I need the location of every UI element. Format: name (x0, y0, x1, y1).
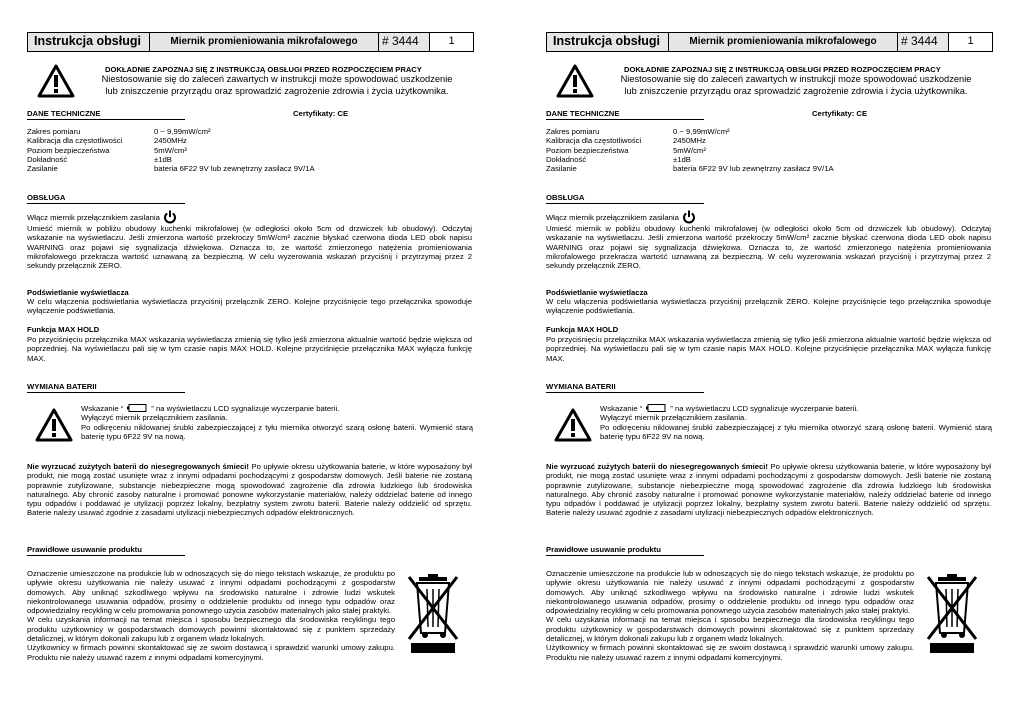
disposal-text (546, 569, 914, 662)
low-battery-icon (127, 404, 147, 412)
power-icon (163, 210, 177, 224)
spec-label: Dokładność (27, 154, 68, 164)
operation-power-text: Włącz miernik przełącznikiem zasilania (546, 213, 679, 222)
spec-value: 5mW/cm² (673, 145, 706, 155)
spec-label: Dokładność (546, 154, 587, 164)
battery-block (27, 402, 474, 450)
warning-line-1: Niestosowanie się do zaleceń zawartych w instrukcji może spowodować uszkodzenie (620, 74, 972, 84)
recycling-bold: Nie wyrzucać zużytych baterii do niesegregowanych śmieci! (27, 462, 249, 471)
warning-line-2: lub zniszczenie przyrządu oraz sprowadzić zagrożenie zdrowia i życia użytkownika. (624, 85, 968, 96)
warning-line-1: Niestosowanie się do zaleceń zawartych w instrukcji może spowodować uszkodzenie (101, 74, 453, 84)
warning-icon (554, 408, 592, 442)
operation-power-text: Włącz miernik przełącznikiem zasilania (27, 213, 160, 222)
disposal-title: Prawidłowe usuwanie produktu (546, 545, 704, 556)
spec-value: 2450MHz (673, 136, 706, 146)
certificates: Certyfikaty: CE (293, 109, 349, 118)
maxhold-title: Funkcja MAX HOLD (546, 325, 619, 334)
low-battery-icon (646, 404, 666, 412)
spec-table (546, 127, 986, 173)
spec-value: bateria 6F22 9V lub zewnętrzny zasilacz 9V/1A (154, 164, 315, 174)
disposal-text-1: Oznaczenie umieszczone na produkcie lub w odnoszących się do niego tekstach wskazuje, że produktu po upływie okresu użytkowania nie należy usuwać z innymi odpadami pochodzącymi z gospodarstw domowych. Aby uniknąć szkodliwego wpływu na środowisko naturalne i zdrowie ludzi wskutek niekontrolowanego usuwania odpadów, prosimy o oddzielenie produktu od innego typu odpadów oraz odpowiedzialny recykling w celu promowania ponownego użycia zasobów materialnych jako stałej praktyki. (546, 569, 914, 616)
spec-row (27, 136, 467, 145)
warning-block (37, 64, 474, 100)
header-bar (546, 32, 993, 52)
header-page: 1 (949, 33, 992, 51)
weee-bin-icon (403, 571, 463, 653)
header-model: Miernik promieniowania mikrofalowego (669, 33, 898, 51)
spec-row (27, 146, 467, 155)
maxhold-title: Funkcja MAX HOLD (27, 325, 100, 334)
backlight-title: Podświetlanie wyświetlacza (546, 288, 648, 297)
warning-bold-text: DOKŁADNIE ZAPOZNAJ SIĘ Z INSTRUKCJĄ OBSŁUGI PRZED ROZPOCZĘCIEM PRACY (105, 65, 422, 74)
warning-line-2: lub zniszczenie przyrządu oraz sprowadzić zagrożenie zdrowia i życia użytkownika. (105, 85, 449, 96)
spec-label: Kalibracja dla częstotliwości (27, 136, 123, 146)
disposal-text-1: Oznaczenie umieszczone na produkcie lub w odnoszących się do niego tekstach wskazuje, że produktu po upływie okresu użytkowania nie należy usuwać z innymi odpadami pochodzącymi z gospodarstw domowych. Aby uniknąć szkodliwego wpływu na środowisko naturalne i zdrowie ludzi wskutek niekontrolowanego usuwania odpadów, prosimy o oddzielenie produktu od innego typu odpadów oraz odpowiedzialny recykling w celu promowania ponownego użycia zasobów materialnych jako stałej praktyki. (27, 569, 395, 616)
battery-text (600, 404, 992, 441)
spec-row (546, 146, 986, 155)
spec-value: ±1dB (673, 154, 691, 164)
warning-text (83, 74, 471, 97)
battery-line-3: Po odkręceniu niklowanej śrubki zabezpieczającej z tyłu miernika otworzyć szarą osłonę baterii. Wymienić starą baterię typu 6F22 9V na nową. (81, 422, 473, 441)
technical-title: DANE TECHNICZNE (27, 109, 185, 120)
operation-power-line (27, 210, 472, 224)
spec-row (27, 155, 467, 164)
spec-label: Poziom bezpieczeństwa (27, 145, 110, 155)
operation-title: OBSŁUGA (27, 193, 185, 204)
backlight-title: Podświetlanie wyświetlacza (27, 288, 129, 297)
spec-label: Kalibracja dla częstotliwości (546, 136, 642, 146)
spec-value: 0 ~ 9,99mW/cm² (154, 127, 211, 136)
battery-line-2: Wyłączyć miernik przełącznikiem zasilania. (81, 413, 228, 423)
recycling-bold: Nie wyrzucać zużytych baterii do niesegregowanych śmieci! (546, 462, 768, 471)
spec-row (546, 155, 986, 164)
header-number: # 3444 (898, 33, 949, 51)
manual-copy-left (27, 32, 474, 712)
battery-line-1-pre: Wskazanie “ (81, 404, 124, 413)
recycling-text (546, 462, 991, 518)
warning-block (556, 64, 993, 100)
battery-line-1 (600, 404, 992, 413)
spec-label: Zasilanie (27, 164, 58, 174)
spec-value: 0 ~ 9,99mW/cm² (673, 127, 730, 136)
header-number: # 3444 (379, 33, 430, 51)
recycling-text (27, 462, 472, 518)
battery-title: WYMIANA BATERII (27, 382, 185, 393)
spec-label: Zakres pomiaru (546, 127, 600, 136)
spec-table (27, 127, 467, 173)
operation-body: Umieść miernik w pobliżu obudowy kuchenki mikrofalowej (w odległości około 5cm od drzwiczek lub obudowy). Odczytaj wskazanie na wyświetlaczu. Jeśli zmierzona wartość przekroczy 5mW/cm² zacznie błyskać czerwona dioda LED obok napisu WARNING oraz pojawi się sygnalizacja dźwiękowa. Oznacza to, że wartość zmierzonego natężenia promieniowania mikrofalowego przekracza wartość uznawaną za bezpieczną. W celu wyzerowania wskazań przyciśnij i przytrzymaj przez 2 sekundy przełącznik ZERO. (546, 224, 991, 271)
warning-icon (35, 408, 73, 442)
spec-row (546, 127, 986, 136)
spec-row (546, 136, 986, 145)
recycling-body: Po upływie okresu użytkowania baterie, w które wyposażony był produkt, nie mogą zostać usunięte wraz z innymi odpadami pochodzącymi z gospodarstw domowych. Jeśli baterie nie zostaną poprawnie zutylizowane, substancje niebezpieczne mogą spowodować zagrożenie dla zdrowia ludzkiego lub środowiska naturalnego. Aby chronić zasoby naturalne i promować ponowne wykorzystanie materiałów, należy oddzielać baterie od innego typu odpadów i poddawać je utylizacji poprzez lokalny, bezpłatny system zwrotu baterii. Baterie należy oddzielić od sprzętu. Baterie należy usuwać zgodnie z zasadami utylizacji niebezpiecznych odpadów elektronicznych. (27, 462, 472, 518)
recycling-body: Po upływie okresu użytkowania baterie, w które wyposażony był produkt, nie mogą zostać usunięte wraz z innymi odpadami pochodzącymi z gospodarstw domowych. Jeśli baterie nie zostaną poprawnie zutylizowane, substancje niebezpieczne mogą spowodować zagrożenie dla zdrowia ludzkiego lub środowiska naturalnego. Aby chronić zasoby naturalne i promować ponowne wykorzystanie materiałów, należy oddzielać baterie od innego typu odpadów i poddawać je utylizacji poprzez lokalny, bezpłatny system zwrotu baterii. Baterie należy oddzielić od sprzętu. Baterie należy usuwać zgodnie z zasadami utylizacji niebezpiecznych odpadów elektronicznych. (546, 462, 991, 518)
disposal-text (27, 569, 395, 662)
maxhold-text: Po przyciśnięciu przełącznika MAX wskazania wyświetlacza zmienią się tylko jeśli zmierzona aktualnie wartość będzie większa od poprzedniej. Na wyświetlaczu pali się w tym czasie napis MAX HOLD. Kolejne przyciśnięcie przełącznika MAX wyłącza funkcję MAX. (546, 335, 991, 363)
spec-label: Poziom bezpieczeństwa (546, 145, 629, 155)
disposal-text-3: Użytkownicy w firmach powinni skontaktować się ze swoim dostawcą i sprawdzić warunki umowy zakupu. Produktu nie należy usuwać razem z innymi odpadami komercyjnymi. (546, 643, 914, 662)
battery-line-1-post: ” na wyświetlaczu LCD sygnalizuje wyczerpanie baterii. (670, 404, 859, 413)
warning-text (602, 74, 990, 97)
battery-line-2: Wyłączyć miernik przełącznikiem zasilania. (600, 413, 747, 423)
operation-text (546, 210, 991, 270)
battery-line-1 (81, 404, 473, 413)
spec-value: ±1dB (154, 154, 172, 164)
weee-bin-icon (922, 571, 982, 653)
spec-row (546, 164, 986, 173)
spec-value: 5mW/cm² (154, 145, 187, 155)
header-model: Miernik promieniowania mikrofalowego (150, 33, 379, 51)
manual-copy-right (546, 32, 993, 712)
battery-title: WYMIANA BATERII (546, 382, 704, 393)
spec-row (27, 164, 467, 173)
header-bar (27, 32, 474, 52)
disposal-text-2: W celu uzyskania informacji na temat miejsca i sposobu bezpiecznego dla środowiska recyklingu tego produktu użytkownicy w gospodarstwach domowych powinni skontaktować się z punktem sprzedaży detalicznej, w którym dokonali zakupu lub z organem władz lokalnych. (546, 615, 914, 644)
spec-value: bateria 6F22 9V lub zewnętrzny zasilacz 9V/1A (673, 164, 834, 174)
disposal-title: Prawidłowe usuwanie produktu (27, 545, 185, 556)
header-page: 1 (430, 33, 473, 51)
maxhold-text: Po przyciśnięciu przełącznika MAX wskazania wyświetlacza zmienią się tylko jeśli zmierzona aktualnie wartość będzie większa od poprzedniej. Na wyświetlaczu pali się w tym czasie napis MAX HOLD. Kolejne przyciśnięcie przełącznika MAX wyłącza funkcję MAX. (27, 335, 472, 363)
spec-label: Zasilanie (546, 164, 577, 174)
operation-power-line (546, 210, 991, 224)
operation-text (27, 210, 472, 270)
warning-icon (37, 64, 75, 98)
operation-body: Umieść miernik w pobliżu obudowy kuchenki mikrofalowej (w odległości około 5cm od drzwiczek lub obudowy). Odczytaj wskazanie na wyświetlaczu. Jeśli zmierzona wartość przekroczy 5mW/cm² zacznie błyskać czerwona dioda LED obok napisu WARNING oraz pojawi się sygnalizacja dźwiękowa. Oznacza to, że wartość zmierzonego natężenia promieniowania mikrofalowego przekracza wartość uznawaną za bezpieczną. W celu wyzerowania wskazań przyciśnij i przytrzymaj przez 2 sekundy przełącznik ZERO. (27, 224, 472, 271)
battery-line-1-post: ” na wyświetlaczu LCD sygnalizuje wyczerpanie baterii. (151, 404, 340, 413)
warning-icon (556, 64, 594, 98)
header-title: Instrukcja obsługi (28, 33, 150, 51)
spec-row (27, 127, 467, 136)
disposal-text-3: Użytkownicy w firmach powinni skontaktować się ze swoim dostawcą i sprawdzić warunki umowy zakupu. Produktu nie należy usuwać razem z innymi odpadami komercyjnymi. (27, 643, 395, 662)
battery-text (81, 404, 473, 441)
certificates: Certyfikaty: CE (812, 109, 868, 118)
power-icon (682, 210, 696, 224)
header-title: Instrukcja obsługi (547, 33, 669, 51)
battery-block (546, 402, 993, 450)
disposal-text-2: W celu uzyskania informacji na temat miejsca i sposobu bezpiecznego dla środowiska recyklingu tego produktu użytkownicy w gospodarstwach domowych powinni skontaktować się z punktem sprzedaży detalicznej, w którym dokonali zakupu lub z organem władz lokalnych. (27, 615, 395, 644)
battery-line-1-pre: Wskazanie “ (600, 404, 643, 413)
warning-bold-text: DOKŁADNIE ZAPOZNAJ SIĘ Z INSTRUKCJĄ OBSŁUGI PRZED ROZPOCZĘCIEM PRACY (624, 65, 941, 74)
spec-value: 2450MHz (154, 136, 187, 146)
battery-line-3: Po odkręceniu niklowanej śrubki zabezpieczającej z tyłu miernika otworzyć szarą osłonę baterii. Wymienić starą baterię typu 6F22 9V na nową. (600, 422, 992, 441)
backlight-text: W celu włączenia podświetlania wyświetlacza przyciśnij przełącznik ZERO. Kolejne przyciśnięcie tego przełącznika spowoduje wyłączenie podświetlania. (546, 297, 991, 316)
backlight-text: W celu włączenia podświetlania wyświetlacza przyciśnij przełącznik ZERO. Kolejne przyciśnięcie tego przełącznika spowoduje wyłączenie podświetlania. (27, 297, 472, 316)
spec-label: Zakres pomiaru (27, 127, 81, 136)
operation-title: OBSŁUGA (546, 193, 704, 204)
technical-title: DANE TECHNICZNE (546, 109, 704, 120)
